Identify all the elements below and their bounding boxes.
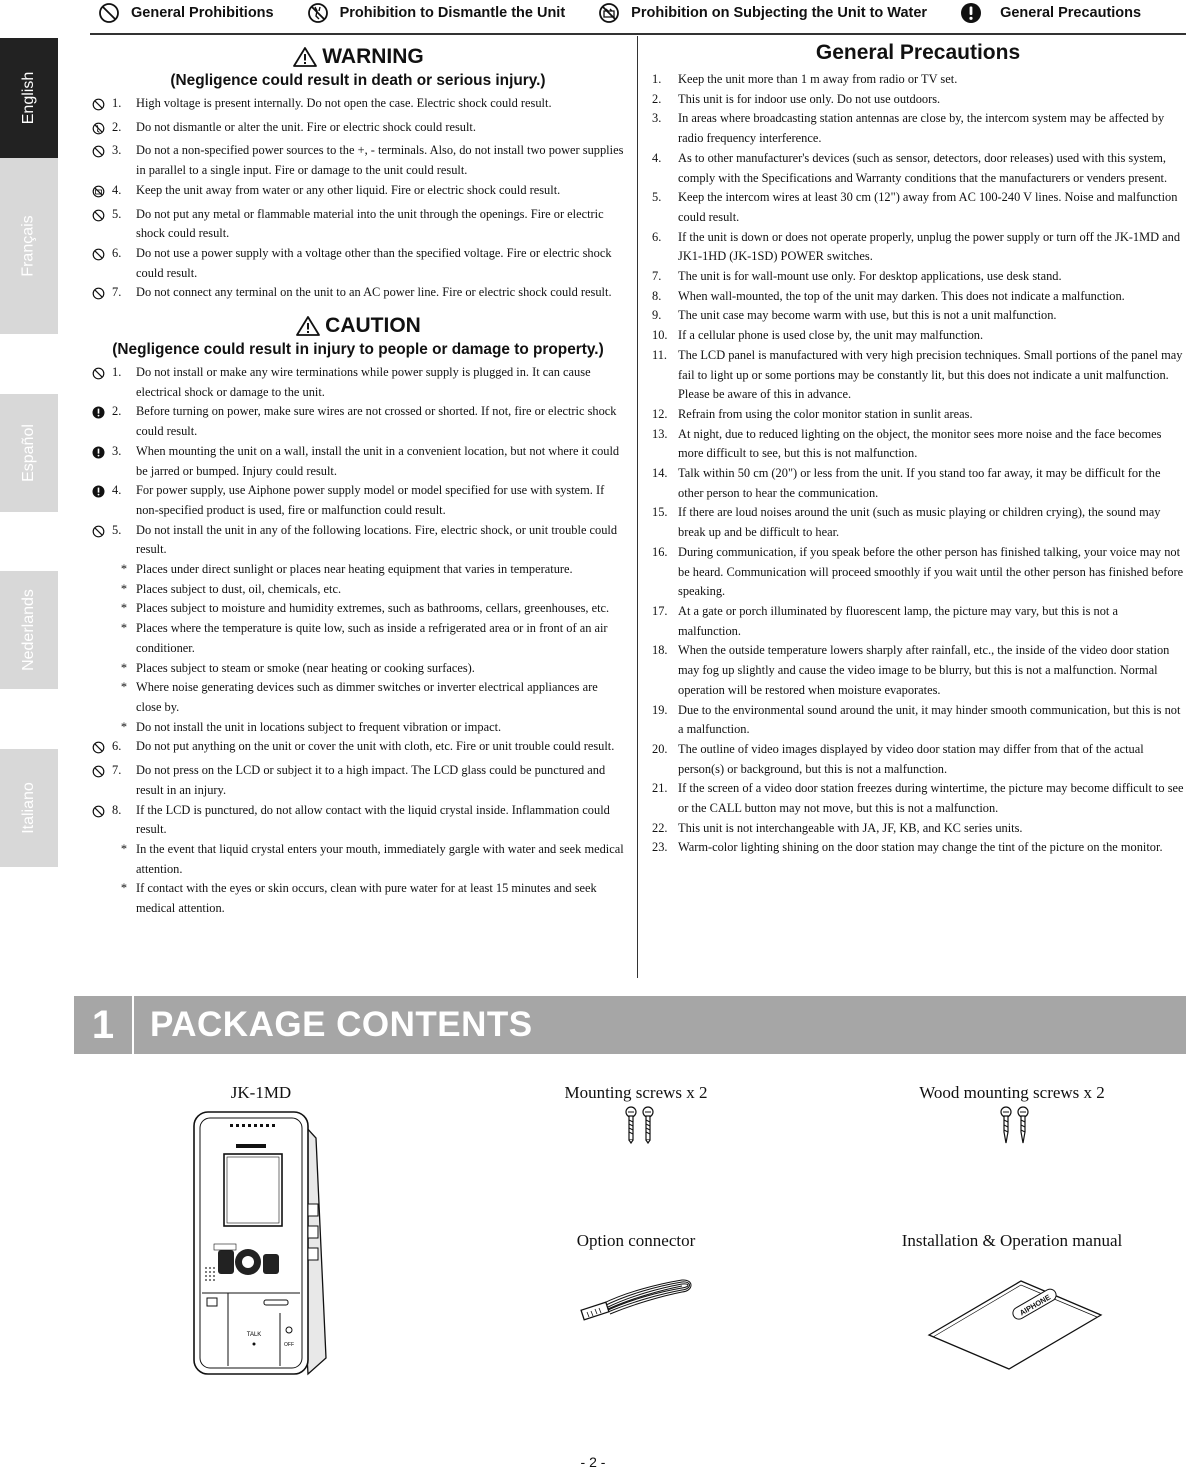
caution-item — [92, 442, 624, 481]
sub-item — [92, 599, 624, 619]
caution-icon — [92, 402, 112, 441]
manual-illustration — [925, 1275, 1105, 1371]
icon-legend — [92, 0, 1186, 26]
warning-heading: WARNING — [92, 44, 624, 70]
item-number: 7. — [652, 269, 662, 284]
precaution-item — [652, 779, 1184, 818]
item-label-wood-screws: Wood mounting screws x 2 — [919, 1083, 1105, 1102]
item-number: 1. — [652, 72, 662, 86]
item-number: 4. — [112, 483, 122, 498]
bullet-asterisk: * — [120, 881, 128, 896]
no-dismantle-icon — [92, 118, 112, 142]
precaution-item — [652, 503, 1184, 542]
item-number: 1. — [112, 96, 122, 110]
item-text: Before turning on power, make sure wires are not crossed or shorted. If not, fire or electric shock could result. — [136, 404, 617, 439]
warning-item — [92, 244, 624, 283]
precaution-item — [652, 740, 1184, 779]
sub-item — [92, 560, 624, 580]
caution-subtitle: (Negligence could result in injury to people or damage to property.) — [112, 341, 604, 359]
item-text: Do not use a power supply with a voltage other than the specified voltage. Fire or electric shock could result. — [136, 245, 612, 280]
prohibit-icon — [98, 2, 120, 24]
legend-label: Prohibition on Subjecting the Unit to Water — [631, 5, 928, 21]
item-text: Do not install the unit in any of the following locations. Fire, electric shock, or unit trouble could result. — [136, 522, 618, 557]
item-label-unit: JK-1MD — [230, 1083, 292, 1102]
legend-water — [598, 2, 927, 24]
item-text: Keep the unit away from water or any other liquid. Fire or electric shock could result. — [136, 182, 561, 197]
item-number: 7. — [112, 763, 122, 778]
item-label-manual: Installation & Operation manual — [901, 1231, 1123, 1250]
prohibit-icon — [92, 94, 112, 118]
prohibit-icon — [92, 141, 112, 180]
item-text: If the unit is down or does not operate properly, unplug the power supply or turn off the JK-1MD and JK1-1HD (JK-1SD) POWER switches. — [678, 229, 1181, 264]
item-number: 13. — [652, 426, 668, 441]
talk-label: TALK — [246, 1332, 262, 1338]
sub-item — [92, 659, 624, 679]
item-text: Do not press on the LCD or subject it to a high impact. The LCD glass could be punctured and result in an injury. — [136, 763, 606, 797]
item-number: 5. — [112, 522, 122, 537]
item-number: 4. — [112, 182, 122, 197]
item-text: Refrain from using the color monitor station in sunlit areas. — [678, 406, 973, 421]
package-contents-banner — [74, 996, 1186, 1054]
prohibit-icon — [92, 737, 112, 761]
tab-english[interactable]: English — [0, 38, 58, 158]
item-text: At night, due to reduced lighting on the object, the monitor sees more noise and the face becomes more difficult to see, but this is not malfunction. — [678, 426, 1162, 461]
caution-icon — [92, 481, 112, 520]
bullet-asterisk: * — [120, 601, 128, 616]
bullet-asterisk: * — [120, 581, 128, 596]
precaution-item — [652, 425, 1184, 464]
tab-italiano[interactable]: Italiano — [0, 749, 58, 867]
item-number: 1. — [112, 365, 122, 380]
sub-item — [92, 840, 624, 879]
item-text: If the LCD is punctured, do not allow contact with the liquid crystal inside. Inflammation could result. — [136, 802, 610, 837]
precaution-item — [652, 346, 1184, 405]
bullet-asterisk: * — [120, 841, 128, 856]
precaution-item — [652, 641, 1184, 700]
prohibit-icon — [92, 363, 112, 402]
monitor-illustration — [190, 1108, 330, 1378]
off-label: OFF — [284, 1342, 294, 1348]
option-connector-illustration — [578, 1272, 696, 1324]
caution-item — [92, 801, 624, 840]
legend-dismantle — [307, 2, 566, 24]
legend-label: General Prohibitions — [131, 5, 274, 21]
sub-item — [92, 580, 624, 600]
item-number: 4. — [652, 150, 662, 165]
item-number: 5. — [652, 190, 662, 205]
item-text: When the outside temperature lowers sharply after rainfall, etc., the inside of the video door station may fog up slightly and cause the video image to be blurry, but this is not a malfunction. Normal operation will be restored when moisture evaporates. — [678, 643, 1170, 697]
warning-triangle-icon — [292, 46, 318, 68]
item-number: 17. — [652, 603, 668, 618]
item-number: 23. — [652, 840, 668, 855]
item-number: 5. — [112, 206, 122, 221]
precaution-item — [652, 70, 1184, 90]
prohibit-icon — [92, 761, 112, 800]
legend-general-precautions — [960, 2, 1141, 24]
section-title: PACKAGE CONTENTS — [150, 1005, 533, 1044]
caution-item — [92, 761, 624, 800]
aiphone-logo: AIPHONE — [1017, 1292, 1053, 1318]
item-number: 3. — [112, 143, 122, 158]
bullet-asterisk: * — [120, 719, 128, 734]
item-text: If a cellular phone is used close by, the unit may malfunction. — [678, 328, 984, 343]
precaution-item — [652, 602, 1184, 641]
warning-triangle-icon — [295, 315, 321, 337]
precaution-item — [652, 109, 1184, 148]
precaution-item — [652, 287, 1184, 307]
item-number: 3. — [652, 111, 662, 126]
precaution-item — [652, 228, 1184, 267]
item-number: 2. — [112, 404, 122, 419]
precaution-item — [652, 543, 1184, 602]
precaution-item — [652, 90, 1184, 110]
precaution-item — [652, 326, 1184, 346]
monitor-screen — [224, 1154, 282, 1226]
warning-item — [92, 118, 624, 142]
item-text: Warm-color lighting shining on the door station may change the tint of the picture on the monitor. — [678, 840, 1163, 855]
banner-separator — [132, 996, 134, 1054]
sub-item-text: If contact with the eyes or skin occurs, clean with pure water for at least 15 minutes and seek medical attention. — [136, 881, 597, 916]
item-text: The LCD panel is manufactured with very high precision techniques. Small portions of the panel may fail to light up or some portions may be constantly lit, but this does not indicate a unit malfunction. Please be aware of this in advance. — [678, 347, 1183, 402]
bullet-asterisk: * — [120, 680, 128, 695]
item-number: 6. — [112, 245, 122, 260]
item-text: This unit is not interchangeable with JA, JF, KB, and KC series units. — [678, 820, 1023, 835]
prohibit-icon — [92, 801, 112, 840]
sub-item-text: In the event that liquid crystal enters your mouth, immediately gargle with water and seek medical attention. — [136, 841, 624, 876]
general-precautions-list — [652, 70, 1184, 858]
precaution-item — [652, 405, 1184, 425]
legend-divider — [90, 33, 1186, 35]
warning-subtitle: (Negligence could result in death or serious injury.) — [170, 72, 546, 89]
precaution-item — [652, 838, 1184, 858]
legend-label: Prohibition to Dismantle the Unit — [339, 5, 566, 21]
warning-item — [92, 94, 624, 118]
caution-item — [92, 481, 624, 520]
item-text: The unit is for wall-mount use only. For desktop applications, use desk stand. — [678, 269, 1062, 284]
item-number: 8. — [112, 802, 122, 817]
item-text: Do not dismantle or alter the unit. Fire or electric shock could result. — [136, 119, 476, 134]
item-number: 21. — [652, 781, 668, 796]
page-number: - 2 - — [580, 1454, 606, 1470]
precaution-item — [652, 149, 1184, 188]
item-text: For power supply, use Aiphone power supply model or model specified for use with system. If non-specified product is used, fire or malfunction could result. — [136, 483, 605, 517]
item-number: 10. — [652, 328, 668, 343]
precaution-item — [652, 306, 1184, 326]
general-precautions-heading: General Precautions — [815, 41, 1021, 64]
sub-item-text: Where noise generating devices such as dimmer switches or inverter electrical appliances are close by. — [136, 680, 598, 714]
precaution-item — [652, 188, 1184, 227]
precaution-item — [652, 819, 1184, 839]
item-label-connector: Option connector — [576, 1231, 696, 1250]
bullet-asterisk: * — [120, 562, 128, 577]
caution-item — [92, 402, 624, 441]
item-number: 11. — [652, 347, 668, 362]
item-text: Do not connect any terminal on the unit to an AC power line. Fire or electric shock could result. — [136, 285, 612, 300]
item-number: 18. — [652, 643, 668, 658]
warning-item — [92, 141, 624, 180]
item-number: 16. — [652, 544, 668, 559]
item-text: When wall-mounted, the top of the unit may darken. This does not indicate a malfunction. — [678, 288, 1125, 303]
tab-francais[interactable]: Français — [0, 158, 58, 334]
sub-item — [92, 678, 624, 717]
sub-item — [92, 718, 624, 738]
caution-icon — [960, 2, 982, 24]
item-text: Do not put any metal or flammable material into the unit through the openings. Fire or electric shock could result. — [136, 206, 604, 241]
sub-item-text: Places where the temperature is quite low, such as inside a refrigerated area or in front of an air conditioner. — [136, 621, 608, 655]
item-number: 6. — [112, 739, 122, 754]
item-text: Do not install or make any wire terminations while power supply is plugged in. It can cause electrical shock or damage to the unit. — [136, 365, 591, 399]
legend-label: General Precautions — [1000, 5, 1142, 21]
caution-item — [92, 521, 624, 560]
item-number: 20. — [652, 741, 668, 756]
sub-item-text: Places under direct sunlight or places near heating equipment that varies in temperature. — [136, 562, 573, 577]
wood-screws-illustration — [995, 1106, 1035, 1144]
prohibit-icon — [92, 244, 112, 283]
sub-item — [92, 879, 624, 918]
no-dismantle-icon — [307, 2, 329, 24]
caution-icon — [92, 442, 112, 481]
sub-item-text: Places subject to dust, oil, chemicals, etc. — [136, 581, 342, 596]
legend-general-prohibitions — [98, 2, 274, 24]
precaution-item — [652, 464, 1184, 503]
prohibit-icon — [92, 521, 112, 560]
warning-item — [92, 181, 624, 205]
item-number: 3. — [112, 443, 122, 458]
no-water-icon — [92, 181, 112, 205]
section-number: 1 — [91, 1002, 115, 1047]
item-text: The outline of video images displayed by video door station may differ from that of the actual person(s) or background, but this is not a malfunction. — [678, 741, 1144, 776]
prohibit-icon — [92, 205, 112, 244]
safety-column — [92, 44, 624, 919]
item-text: If the screen of a video door station freezes during wintertime, the picture may become difficult to see or the CALL button may not move, but this is not a malfunction. — [678, 781, 1184, 816]
item-text: Do not put anything on the unit or cover the unit with cloth, etc. Fire or unit trouble could result. — [136, 739, 615, 754]
sub-item-text: Places subject to moisture and humidity extremes, such as bathrooms, cellars, greenhouses, etc. — [136, 601, 610, 616]
item-text: In areas where broadcasting station antennas are close by, the intercom system may be affected by radio frequency interference. — [678, 111, 1165, 146]
warning-list — [92, 94, 624, 307]
item-number: 19. — [652, 702, 668, 717]
precaution-item — [652, 267, 1184, 287]
prohibit-icon — [92, 283, 112, 307]
bullet-asterisk: * — [120, 621, 128, 636]
item-text: Keep the intercom wires at least 30 cm (12") away from AC 100-240 V lines. Noise and malfunction could result. — [678, 190, 1178, 224]
item-number: 9. — [652, 308, 662, 323]
item-text: Due to the environmental sound around the unit, it may hinder smooth communication, but this is not a malfunction. — [678, 702, 1181, 737]
item-text: If there are loud noises around the unit (such as music playing or children crying), the sound may break up and be difficult to hear. — [678, 505, 1161, 540]
item-text: During communication, if you speak before the other person has finished talking, your voice may not be heard. Communication will proceed smoothly if you wait until the other person has finished before speaking. — [678, 544, 1184, 599]
general-precautions-column — [652, 41, 1184, 858]
tab-espanol[interactable]: Español — [0, 394, 58, 512]
item-number: 2. — [112, 119, 122, 134]
item-text: Keep the unit more than 1 m away from radio or TV set. — [678, 72, 958, 86]
no-water-icon — [598, 2, 620, 24]
item-number: 7. — [112, 285, 122, 300]
warning-item — [92, 283, 624, 307]
item-label-screws: Mounting screws x 2 — [564, 1083, 708, 1102]
caution-item — [92, 737, 624, 761]
item-number: 6. — [652, 229, 662, 244]
item-text: Do not a non-specified power sources to the +, - terminals. Also, do not install two power supplies in parallel to a single input. Fire or damage to the unit could result. — [136, 143, 624, 178]
item-number: 12. — [652, 406, 668, 421]
item-number: 15. — [652, 505, 668, 520]
caution-item — [92, 363, 624, 402]
item-number: 22. — [652, 820, 668, 835]
sub-item-text: Places subject to steam or smoke (near heating or cooking surfaces). — [136, 660, 475, 675]
item-text: Talk within 50 cm (20") or less from the unit. If you stand too far away, it may be difficult for the other person to hear the communication. — [678, 466, 1161, 500]
item-text: At a gate or porch illuminated by fluorescent lamp, the picture may vary, but this is not a malfunction. — [678, 603, 1118, 638]
caution-heading: CAUTION — [92, 313, 624, 339]
item-text: When mounting the unit on a wall, install the unit in a convenient location, but not where it could be jarred or bumped. Injury could result. — [136, 443, 620, 478]
sub-item-text: Do not install the unit in locations subject to frequent vibration or impact. — [136, 719, 502, 734]
item-text: As to other manufacturer's devices (such as sensor, detectors, door releases) used with this system, comply with the Specifications and Warranty conditions that the manufacturers or venders present. — [678, 150, 1168, 185]
mounting-screws-illustration — [620, 1106, 660, 1144]
item-number: 2. — [652, 91, 662, 106]
sub-item — [92, 619, 624, 658]
caution-list — [92, 363, 624, 919]
precaution-item — [652, 701, 1184, 740]
item-number: 14. — [652, 466, 668, 481]
bullet-asterisk: * — [120, 660, 128, 675]
item-text: This unit is for indoor use only. Do not use outdoors. — [678, 91, 941, 106]
tab-nederlands[interactable]: Nederlands — [0, 571, 58, 689]
item-number: 8. — [652, 288, 662, 303]
warning-item — [92, 205, 624, 244]
item-text: The unit case may become warm with use, but this is not a unit malfunction. — [678, 308, 1057, 323]
item-text: High voltage is present internally. Do not open the case. Electric shock could result. — [136, 96, 552, 110]
column-divider — [637, 36, 638, 978]
